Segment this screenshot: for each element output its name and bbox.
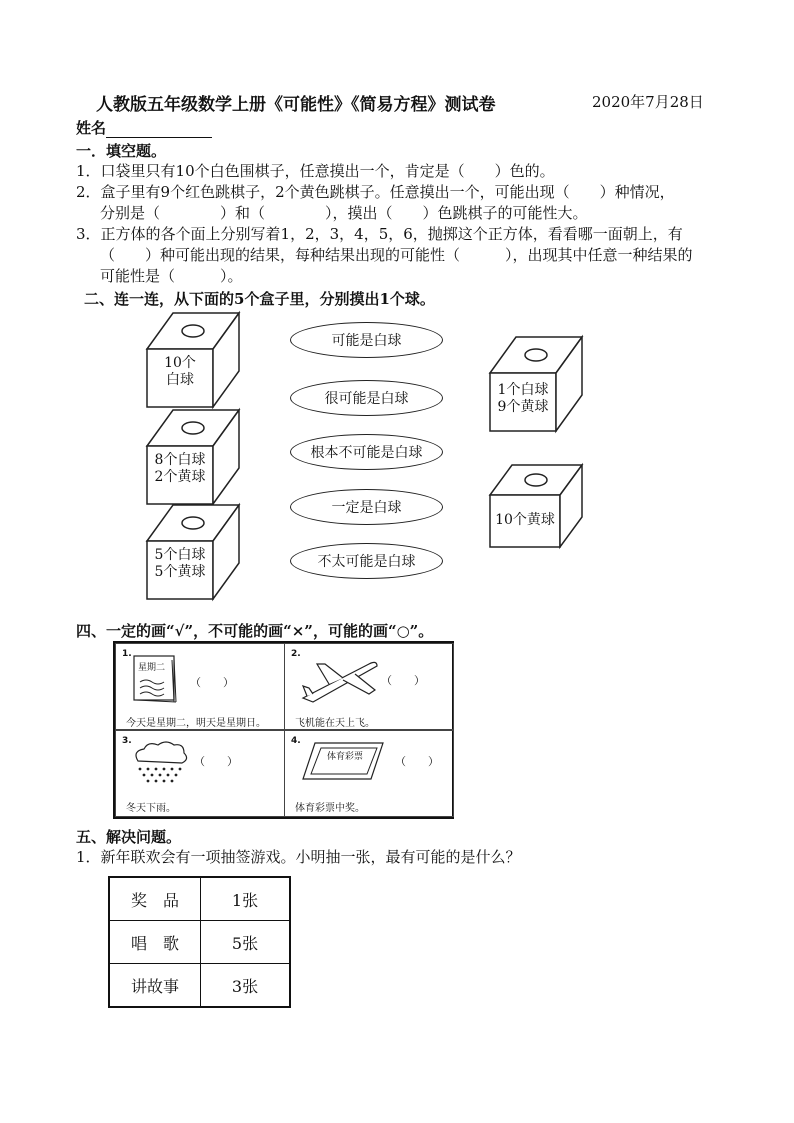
question-1-3-line1: 3．正方体的各个面上分别写着1，2，3，4，5，6，抛掷这个正方体，看看哪一面朝上，有 bbox=[76, 225, 683, 243]
box-3[interactable] bbox=[147, 505, 239, 599]
item-number: 2. bbox=[291, 649, 301, 659]
box-label-line2: 白球 bbox=[166, 372, 194, 388]
box-label-line1: 10个 bbox=[164, 355, 196, 371]
table-row bbox=[109, 921, 290, 964]
box-label-line1: 1个白球 bbox=[497, 382, 549, 398]
judgement-item-3 bbox=[115, 730, 285, 817]
name-field[interactable] bbox=[76, 118, 212, 138]
item-caption: 冬天下雨。 bbox=[126, 803, 176, 814]
judgement-grid bbox=[113, 641, 454, 819]
question-1-2-line1: 2．盒子里有9个红色跳棋子，2个黄色跳棋子。任意摸出一个，可能出现（ ）种情况， bbox=[76, 183, 675, 201]
item-caption: 今天是星期二，明天是星期日。 bbox=[126, 718, 266, 729]
table-cell-count: 3张 bbox=[201, 964, 291, 1008]
ticket-label: 体育彩票 bbox=[327, 752, 364, 762]
box-5[interactable] bbox=[490, 465, 582, 547]
box-label-line1: 5个白球 bbox=[154, 547, 206, 563]
table-cell-item: 讲故事 bbox=[109, 964, 201, 1008]
item-number: 4. bbox=[291, 736, 301, 746]
name-underline[interactable] bbox=[106, 121, 212, 138]
prize-table bbox=[108, 876, 291, 1008]
section1-heading: 一．填空题。 bbox=[76, 142, 167, 160]
box-label-line1: 10个黄球 bbox=[495, 512, 555, 528]
judgement-item-4 bbox=[284, 730, 454, 817]
question-1-2-line2: 分别是（ ）和（ ），摸出（ ）色跳棋子的可能性大。 bbox=[100, 204, 588, 222]
section5-heading: 五、解决问题。 bbox=[76, 828, 182, 846]
question-1-1: 1．口袋里只有10个白色围棋子，任意摸出一个，肯定是（ ）色的。 bbox=[76, 162, 555, 180]
judgement-item-2 bbox=[284, 643, 454, 730]
name-label: 姓名 bbox=[76, 119, 107, 137]
box-label-line2: 2个黄球 bbox=[154, 469, 206, 485]
item-caption: 体育彩票中奖。 bbox=[295, 803, 365, 814]
answer-blank[interactable]: （ ） bbox=[395, 755, 439, 768]
option-oval-3[interactable]: 根本不可能是白球 bbox=[290, 434, 443, 470]
option-oval-1[interactable]: 可能是白球 bbox=[290, 322, 443, 358]
item-caption: 飞机能在天上飞。 bbox=[295, 718, 375, 729]
box-2[interactable] bbox=[147, 410, 239, 504]
calendar-label: 星期二 bbox=[138, 663, 166, 673]
question-1-3-line3: 可能性是（ ）。 bbox=[100, 267, 243, 285]
box-4[interactable] bbox=[490, 337, 582, 431]
table-row bbox=[109, 877, 290, 921]
box-label-line1: 8个白球 bbox=[154, 452, 206, 468]
page-title: 人教版五年级数学上册《可能性》《简易方程》测试卷 bbox=[96, 95, 496, 115]
airplane-icon bbox=[299, 654, 381, 704]
table-row bbox=[109, 964, 290, 1008]
item-number: 1. bbox=[122, 649, 132, 659]
table-cell-count: 1张 bbox=[201, 877, 291, 921]
table-cell-item: 奖 品 bbox=[109, 877, 201, 921]
answer-blank[interactable]: （ ） bbox=[194, 755, 238, 768]
answer-blank[interactable]: （ ） bbox=[190, 676, 234, 689]
section4-heading: 四、一定的画“√”，不可能的画“×”，可能的画“○”。 bbox=[76, 622, 434, 640]
question-1-3-line2: （ ）种可能出现的结果，每种结果出现的可能性（ ），出现其中任意一种结果的 bbox=[100, 246, 693, 264]
rain-cloud-icon bbox=[130, 739, 192, 785]
box-label-line2: 9个黄球 bbox=[497, 399, 549, 415]
option-oval-4[interactable]: 一定是白球 bbox=[290, 489, 443, 525]
option-oval-5[interactable]: 不太可能是白球 bbox=[290, 543, 443, 579]
box-icon bbox=[490, 465, 582, 547]
section2-heading: 二、连一连，从下面的5个盒子里，分别摸出1个球。 bbox=[84, 290, 435, 308]
date-text: 2020年7月28日 bbox=[592, 93, 704, 111]
answer-blank[interactable]: （ ） bbox=[381, 674, 425, 687]
judgement-item-1 bbox=[115, 643, 285, 730]
item-number: 3. bbox=[122, 736, 132, 746]
question-5-1: 1．新年联欢会有一项抽签游戏。小明抽一张，最有可能的是什么？ bbox=[76, 848, 521, 866]
option-oval-2[interactable]: 很可能是白球 bbox=[290, 380, 443, 416]
table-cell-item: 唱 歌 bbox=[109, 921, 201, 964]
box-label-line2: 5个黄球 bbox=[154, 564, 206, 580]
table-cell-count: 5张 bbox=[201, 921, 291, 964]
box-1[interactable] bbox=[147, 313, 239, 407]
